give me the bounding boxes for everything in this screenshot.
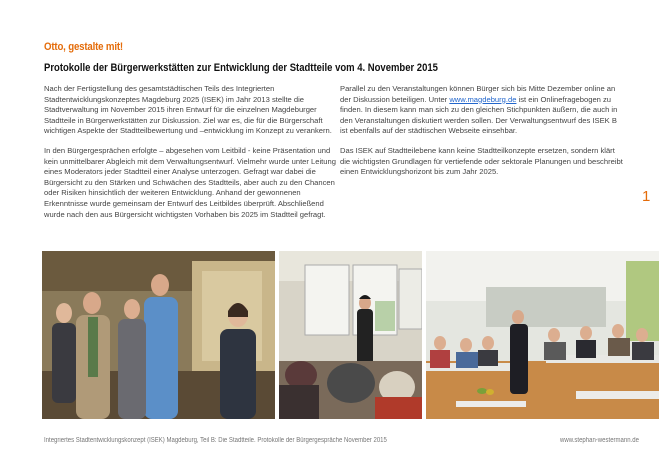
page-number: 1 bbox=[642, 188, 651, 205]
footer-website: www.stephan-westermann.de bbox=[560, 437, 639, 444]
right-paragraph-2: Das ISEK auf Stadtteilebene kann keine Stadtteilkonzepte ersetzen, sondern klärt die wichtigsten Grundlagen für vertiefende oder sektorale Planungen und beschreibt einen Entwicklungshorizont bis zum Jahr 2025. bbox=[340, 145, 623, 177]
photo-group-discussion bbox=[42, 251, 275, 419]
left-paragraph-1: Nach der Fertigstellung des gesamtstädtischen Teils des Integrierten Stadtentwicklungskonzeptes Magdeburg 2025 (ISEK) im Jahr 2013 stellte die Stadtverwaltung im November 2015 ihren Entwurf für die einzelnen Magdeburger Stadtteile in Bürgerwerkstätten zur Diskussion. Ziel war es, die für die Bürgerschaft wichtigen Aspekte der Stadtteilbewertung und –entwicklung im Konzept zu verankern. bbox=[44, 84, 332, 136]
right-paragraph-1-text-a: Parallel zu den Veranstaltungen können Bürger sich bis Mitte Dezember online an der Diskussion beteiligen. Unter bbox=[340, 84, 616, 104]
left-column bbox=[44, 84, 340, 229]
footer-document-title: Integriertes Stadtentwicklungskonzept (ISEK) Magdeburg, Teil B: Die Stadtteile. Protokolle der Bürgergespräche November 2015 bbox=[44, 437, 387, 444]
magdeburg-link[interactable]: www.magdeburg.de bbox=[449, 94, 517, 104]
right-column bbox=[340, 84, 626, 187]
page-title: Protokolle der Bürgerwerkstätten zur Entwicklung der Stadtteile vom 4. November 2015 bbox=[44, 62, 438, 74]
kicker-title: Otto, gestalte mit! bbox=[44, 41, 123, 53]
photo-presenter-flipchart bbox=[279, 251, 422, 419]
right-paragraph-1-text-b: ist ein Onlinefragebogen zu finden. In diesem kann man sich zu den gleichen Stichpunkten äußern, die auch in den Veranstaltungen diskutiert werden sollen. Der Verwaltungsentwurf des ISEK B ist ebenfalls auf der städtischen Webseite einsehbar. bbox=[340, 94, 618, 136]
right-paragraph-1 bbox=[340, 84, 626, 137]
left-paragraph-2: In den Bürgergesprächen erfolgte – abgesehen vom Leitbild - keine Präsentation und kein unmittelbarer Abgleich mit dem Verwaltungsentwurf. Vielmehr wurde unter Leitung eines Moderators jeder Stadtteil einer Analyse unterzogen. Gefragt war dabei die Bürgersicht zu den Stärken und Schwächen des Stadtteils, aber auch zu den Chancen oder Risiken hinsichtlich der weiteren Entwicklung. Anhand der gewonnenen Erkenntnisse wurde gemeinsam der Entwurf des Leitbildes überprüft. Abschließend wurde nach den aus Bürgersicht wichtigsten Vorhaben bis 2025 im Stadtteil gefragt. bbox=[44, 145, 336, 219]
photo-classroom-meeting bbox=[426, 251, 659, 419]
